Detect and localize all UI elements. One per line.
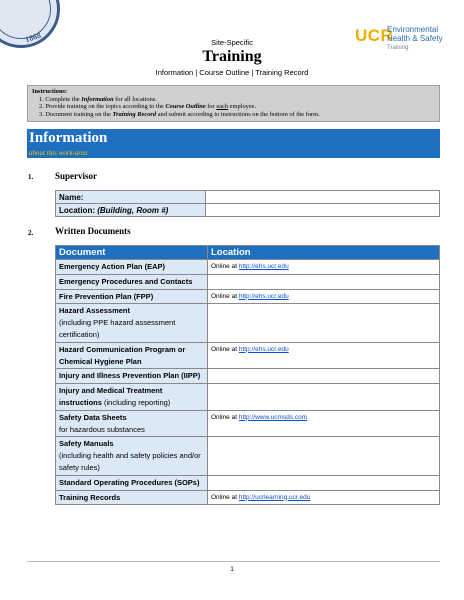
document-detail: (including PPE hazard assessment certification): [59, 318, 176, 339]
location-prefix: Online at: [211, 345, 239, 353]
document-detail: (including reporting): [101, 397, 171, 407]
page-number: 1: [230, 566, 234, 573]
logo-line-3: Training: [387, 45, 409, 51]
document-row: [56, 260, 440, 275]
page-title: Training: [202, 48, 262, 65]
location-cell[interactable]: [208, 304, 440, 342]
document-name: Training Records: [59, 492, 121, 502]
location-cell: [208, 289, 440, 304]
location-link[interactable]: http://ehs.ucr.edu: [238, 292, 289, 300]
document-row: [56, 274, 440, 289]
supervisor-location-label: Location: (Building, Room #): [56, 204, 206, 217]
supervisor-name-row: [56, 191, 440, 204]
logo-line-1: Environmental: [387, 25, 439, 34]
document-name: Emergency Procedures and Contacts: [59, 276, 193, 286]
document-cell: [56, 410, 208, 437]
document-row: [56, 437, 440, 475]
document-cell: [56, 437, 208, 475]
location-cell: [208, 410, 440, 437]
document-cell: [56, 384, 208, 411]
document-cell: [56, 475, 208, 490]
logo-ucr: UCR: [355, 26, 394, 45]
document-cell: [56, 304, 208, 342]
supervisor-location-row: [56, 204, 440, 217]
document-name: Safety Data Sheets: [59, 412, 127, 422]
document-row: [56, 342, 440, 369]
document-name: Emergency Action Plan (EAP): [59, 262, 165, 271]
section-2-number: 2.: [28, 229, 34, 237]
document-row: [56, 490, 440, 505]
location-link[interactable]: http://www.ucmsds.com: [238, 413, 308, 421]
location-prefix: Online at: [211, 263, 239, 270]
location-cell: [208, 490, 440, 505]
document-row: [56, 384, 440, 411]
document-cell: [56, 289, 208, 304]
document-row: [56, 410, 440, 437]
location-prefix: Online at: [211, 493, 239, 501]
instruction-item-1: 1. Complete the Information for all locations.: [39, 95, 157, 103]
location-cell[interactable]: [208, 384, 440, 411]
section-1-title: Supervisor: [55, 171, 98, 181]
documents-header-row: [56, 246, 440, 260]
location-column-header: Location: [208, 246, 440, 260]
document-name: Standard Operating Procedures (SOPs): [59, 477, 200, 487]
location-cell: [208, 342, 440, 369]
location-cell[interactable]: [208, 437, 440, 475]
document-cell: [56, 342, 208, 369]
seal-ring: [0, 0, 51, 39]
location-cell: [208, 260, 440, 275]
information-heading: Information: [29, 130, 108, 146]
footer-divider: [27, 561, 440, 562]
document-detail: for hazardous substances: [59, 424, 145, 434]
document-column-header: Document: [56, 246, 208, 260]
supervisor-name-field[interactable]: [206, 191, 440, 204]
document-row: [56, 369, 440, 384]
instructions-box: [27, 85, 440, 122]
seal-year: 1868: [24, 30, 42, 45]
location-cell[interactable]: [208, 369, 440, 384]
instruction-item-3: 3. Document training on the Training Record and submit according to instructions on the bottom of the form.: [39, 110, 320, 118]
document-name: Injury and Illness Prevention Plan (IIPP): [59, 371, 201, 381]
logo-line-2: Health & Safety: [387, 33, 443, 43]
document-detail: (including health and safety policies and/or safety rules): [59, 451, 201, 472]
document-row: [56, 475, 440, 490]
document-name: Injury and Medical Treatment instructions: [59, 386, 163, 407]
site-specific-label: Site-Specific: [211, 38, 253, 47]
logo-ehs-text: [387, 26, 443, 43]
information-banner: [27, 129, 440, 158]
section-2-title: Written Documents: [55, 226, 131, 236]
document-cell: [56, 260, 208, 275]
location-prefix: Online at: [211, 413, 239, 421]
document-name: Fire Prevention Plan (FPP): [59, 291, 154, 301]
document-name: Hazard Assessment: [59, 306, 131, 316]
location-prefix: Online at: [211, 292, 239, 300]
supervisor-table: [55, 190, 440, 217]
document-row: [56, 304, 440, 342]
location-cell[interactable]: [208, 475, 440, 490]
instructions-title: Instructions:: [32, 88, 68, 95]
section-1-number: 1.: [28, 173, 34, 181]
instruction-item-2: 2. Provide training on the topics according to the Course Outline for each employee.: [39, 103, 257, 110]
location-link[interactable]: http://ehs.ucr.edu: [238, 345, 289, 353]
document-cell: [56, 490, 208, 505]
location-link[interactable]: http://ehs.ucr.edu: [238, 263, 289, 270]
location-cell[interactable]: [208, 274, 440, 289]
written-documents-table: [55, 245, 440, 505]
supervisor-name-label: Name:: [56, 191, 206, 204]
page-subtitle: Information | Course Outline | Training Record: [155, 68, 309, 77]
information-subheading: about this work-area: [29, 149, 88, 157]
document-cell: [56, 369, 208, 384]
ucr-ehs-logo: [355, 24, 455, 58]
document-name: Hazard Communication Program or Chemical Hygiene Plan: [59, 344, 186, 366]
location-link[interactable]: http://ucrlearning.ucr.edu: [238, 493, 311, 501]
document-cell: [56, 274, 208, 289]
document-name: Safety Manuals: [59, 439, 114, 449]
document-row: [56, 289, 440, 304]
supervisor-location-field[interactable]: [206, 204, 440, 217]
